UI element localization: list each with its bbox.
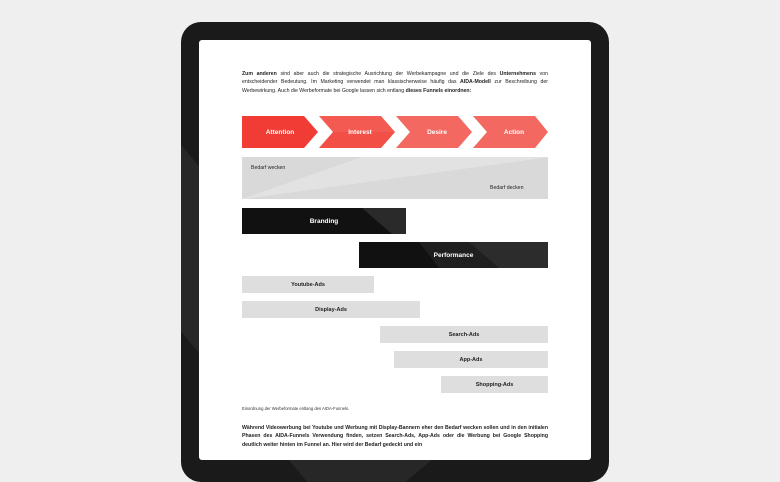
funnel-step-action: Action (503, 128, 525, 136)
youtube-ads-bar: Youtube-Ads (242, 276, 374, 293)
outro-paragraph: Während Videowerbung bei Youtube und Werbung mit Display-Bannern eher den Bedarf wecken sollen und in den initialen Phasen des AIDA-Funnels Verwendung finden, setzen Search-Ads, App-Ads oder die Werbung bei Google Shopping deutlich weiter hinten im Funnel an. Hier wird der Bedarf gedeckt und ein (242, 425, 548, 448)
need-cover-label: Bedarf decken (490, 185, 524, 191)
funnel-step-interest: Interest (348, 128, 372, 136)
shopping-ads-bar: Shopping-Ads (441, 376, 548, 393)
performance-bar: Performance (433, 251, 474, 259)
app-ads-bar: App-Ads (394, 351, 548, 368)
need-wedge (242, 157, 548, 199)
display-ads-bar: Display-Ads (242, 301, 420, 318)
funnel-step-desire: Desire (427, 128, 447, 136)
intro-paragraph: Zum anderen sind aber auch die strategische Ausrichtung der Werbekampagne und die Ziele des Unternehmens von entscheidender Bedeutung. Im Marketing verwendet man klassischerweise häufig das AIDA-Modell zur Beschreibung der Werbewirkung. Auch die Werbeformate bei Google lassen sich entlang dieses Funnels einordnen: (242, 71, 548, 94)
branding-bar: Branding (309, 217, 339, 225)
funnel-step-attention: Attention (265, 128, 295, 136)
search-ads-bar: Search-Ads (380, 326, 548, 343)
figure-caption: Einordnung der Werbeformate entlang des AIDA-Funnels. (242, 406, 350, 411)
need-create-label: Bedarf wecken (251, 165, 286, 171)
document-page[interactable] (199, 40, 591, 460)
